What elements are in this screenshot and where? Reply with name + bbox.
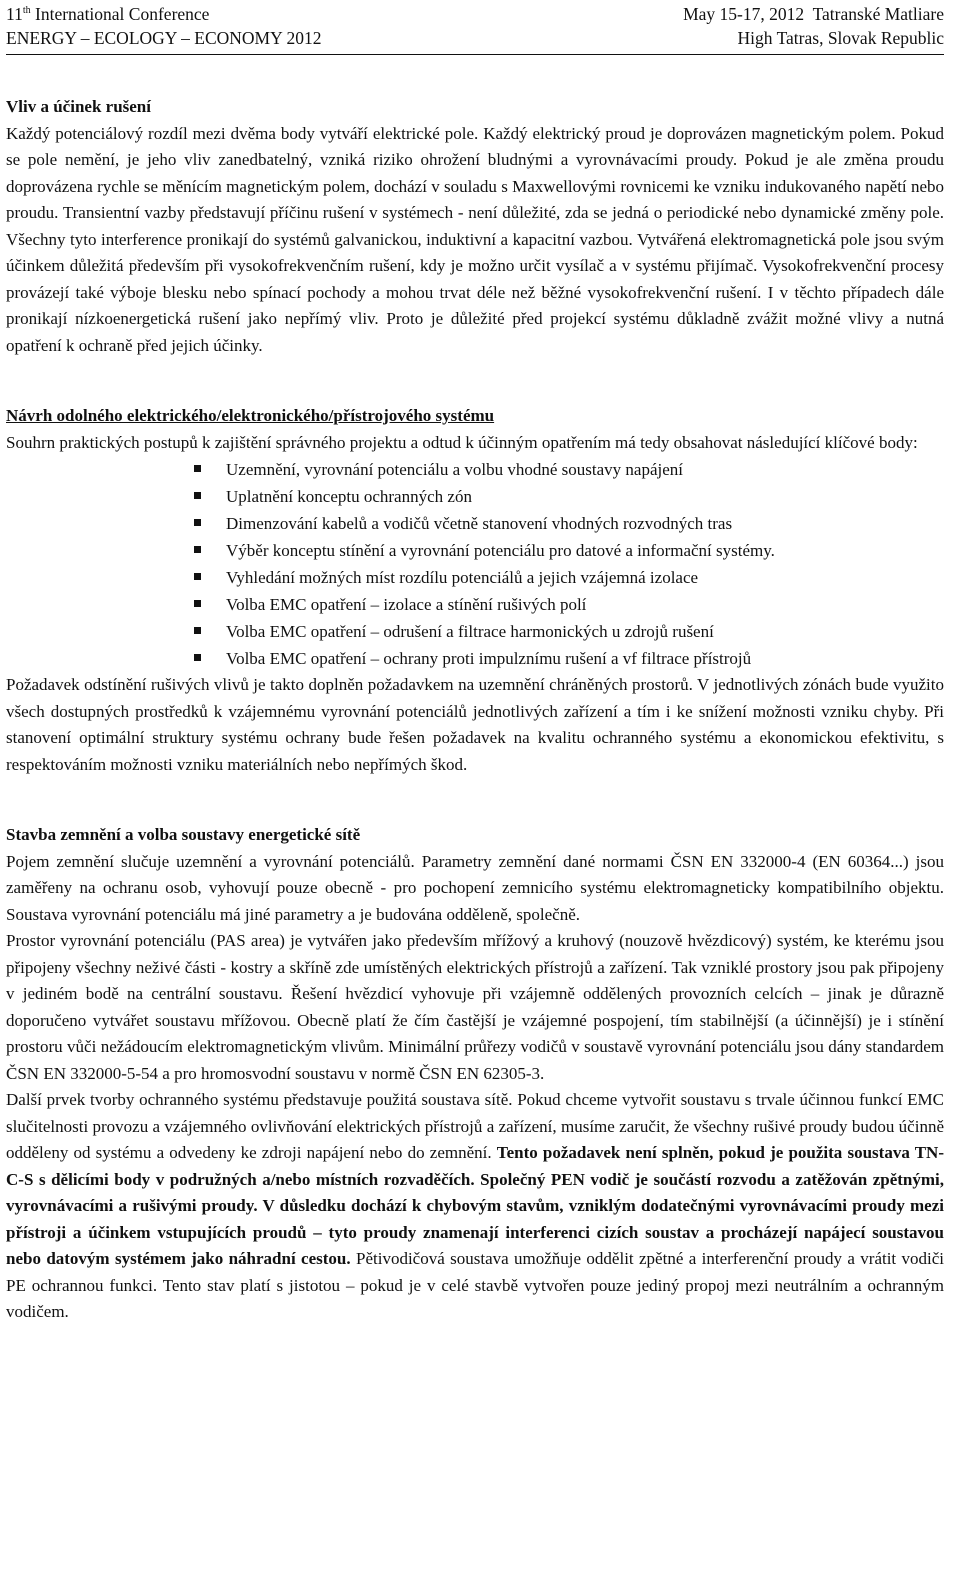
page-header: [6, 0, 944, 54]
paragraph-interference: Každý potenciálový rozdíl mezi dvěma body vytváří elektrické pole. Každý elektrický proud je doprovázen magnetickým polem. Pokud se pole nemění, je jeho vliv zanedbatelný, vzniká riziko ohrožení bludnými a vyrovnávacími proudy. Pokud je ale změna proudu doprovázena rychle se měnícím magnetickým polem, dochází v souladu s Maxwellovými rovnicemi ke vzniku indukovaného napětí nebo proudu. Transientní vazby představují příčinu rušení v systémech - není důležité, zda se jedná o periodické nebo dynamické změny pole. Všechny tyto interference pronikají do systémů galvanickou, induktivní a kapacitní vazbou. Vytvářená elektromagnetická pole jsou svým účinkem důležitá především při vysokofrekvenčním rušení, kdy je možno určit vysílač a v systému přijímač. Vysokofrekvenční procesy provázejí také výboje blesku nebo spínací pochody a mohou trvat déle než běžné vysokofrekvenční rušení. I v těchto případech dále pronikají nízkoenergetická rušení jako nepřímý vliv. Proto je důležité před projekcí systému důkladně zvážit možné vlivy a nutná opatření k ochraně před jejich účinky.: [6, 123, 944, 355]
conference-date-place: May 15-17, 2012 Tatranské Matliare: [683, 4, 944, 24]
list-item: Volba EMC opatření – odrušení a filtrace harmonických u zdrojů rušení: [194, 618, 944, 645]
section-heading-grounding: Stavba zemnění a volba soustavy energetické sítě: [6, 825, 361, 844]
list-item: Dimenzování kabelů a vodičů včetně stanovení vhodných rozvodných tras: [194, 510, 944, 537]
bullet-square-icon: [194, 600, 201, 607]
emphasis-text: Tento požadavek není splněn, pokud je použita soustava TN-C-S s dělicími body v podružných a/nebo místních rozvaděčích. Společný PEN vodič je součástí rozvodu a zatěžován zpětnými, vyrovnávacími a rušivými proudy. V důsledku dochází k chybovým stavům, vzniklým dodatečnými vyrovnávacími proudy mezi přístroji a účinkem vstupujících proudů – tyto proudy znamenají interferenci cizích soustav a procházejí napájecí soustavou nebo datovým systémem jako náhradní cestou.: [6, 1143, 944, 1268]
conference-title: 11th International Conference: [6, 4, 210, 24]
section-gap: [6, 359, 944, 403]
paragraph-design-outro: Požadavek odstínění rušivých vlivů je takto doplněn požadavkem na uzemnění chráněných prostorů. V jednotlivých zónách bude využito všech dostupných prostředků k vzájemnému vyrovnání potenciálů jednotlivých zařízení a tím i ke snížení možnosti vzniku chyby. Při stanovení optimální struktury systému ochrany bude řešen požadavek na kvalitu ochranného systému a ekonomickou efektivitu, s respektováním možnosti vzniku materiálních nebo nepřímých škod.: [6, 675, 944, 774]
conference-subtitle: ENERGY – ECOLOGY – ECONOMY 2012: [6, 28, 322, 48]
list-item: Vyhledání možných míst rozdílu potenciálů a jejich vzájemná izolace: [194, 564, 944, 591]
bullet-square-icon: [194, 492, 201, 499]
list-item: Uplatnění konceptu ochranných zón: [194, 483, 944, 510]
bullet-square-icon: [194, 519, 201, 526]
header-right: [683, 2, 944, 50]
conference-region: High Tatras, Slovak Republic: [737, 28, 944, 48]
header-divider: [6, 54, 944, 55]
section-gap: [6, 778, 944, 822]
bullet-square-icon: [194, 627, 201, 634]
bullet-square-icon: [194, 573, 201, 580]
paragraph-grounding-1: Pojem zemnění slučuje uzemnění a vyrovnání potenciálů. Parametry zemnění dané normami ČSN EN 332000-4 (EN 60364...) jsou zaměřeny na ochranu osob, vyhovují pouze obecně - pro pochopení zemnicího systému elektromagneticky kompatibilního objektu. Soustava vyrovnání potenciálu má jiné parametry a je budována odděleně, společně.: [6, 851, 944, 924]
list-item: Výběr konceptu stínění a vyrovnání potenciálu pro datové a informační systémy.: [194, 537, 944, 564]
paragraph-grounding-2: Prostor vyrovnání potenciálu (PAS area) je vytvářen jako především mřížový a kruhový (nouzově hvězdicový) systém, ke kterému jsou připojeny všechny neživé části - kostry a skříně zde umístěných elektrických přístrojů a zařízení. Tak vzniklé prostory jsou pak připojeny v jediném bodě na centrální soustavu. Řešení hvězdicí vyhovuje při vzájemně oddělených provozních celcích – jinak je důrazně doporučeno vytvářet soustavu mřížovou. Obecně platí že čím častější je vzájemné pospojení, tím stabilnější (a účinnější) je i stínění prostoru vůči nežádoucím elektromagnetickým vlivům. Minimální průřezy vodičů v soustavě vyrovnání potenciálu jsou dány standardem ČSN EN 332000-5-54 a pro hromosvodní soustavu v normě ČSN EN 62305-3.: [6, 931, 944, 1083]
ordinal-suffix: th: [22, 5, 31, 17]
section-heading-design: Návrh odolného elektrického/elektronického/přístrojového systému: [6, 406, 495, 425]
bullet-square-icon: [194, 654, 201, 661]
header-left: [6, 2, 321, 50]
document-page: [6, 0, 945, 1321]
bullet-square-icon: [194, 546, 201, 553]
list-item: Volba EMC opatření – izolace a stínění rušivých polí: [194, 591, 944, 618]
key-points-list: [6, 456, 944, 672]
list-item: Volba EMC opatření – ochrany proti impulznímu rušení a vf filtrace přístrojů: [194, 645, 944, 672]
list-item: Uzemnění, vyrovnání potenciálu a volbu vhodné soustavy napájení: [194, 456, 944, 483]
document-body: [6, 94, 944, 1326]
paragraph-grounding-3: Další prvek tvorby ochranného systému představuje použitá soustava sítě. Pokud chceme vytvořit soustavu s trvale účinnou funkcí EMC slučitelnosti provozu a vzájemného ovlivňování elektrických přístrojů a zařízení, musíme zaručit, že všechny rušivé proudy budou účinně odděleny od systému a odvedeny ke zdroji napájení nebo do zemnění. Tento požadavek není splněn, pokud je použita soustava TN-C-S s dělicími body v podružných a/nebo místních rozvaděčích. Společný PEN vodič je součástí rozvodu a zatěžován zpětnými, vyrovnávacími a rušivými proudy. V důsledku dochází k chybovým stavům, vzniklým dodatečnými vyrovnávacími proudy mezi přístroji a účinkem vstupujících proudů – tyto proudy znamenají interferenci cizích soustav a procházejí napájecí soustavou nebo datovým systémem jako náhradní cestou. Pětivodičová soustava umožňuje oddělit zpětné a interferenční proudy a vrátit vodiči PE ochrannou funkci. Tento stav platí s jistotou – pokud je v celé stavbě vytvořen pouze jediný propoj mezi neutrálním a ochranným vodičem.: [6, 1090, 945, 1321]
bullet-square-icon: [194, 465, 201, 472]
section-heading-interference: Vliv a účinek rušení: [6, 97, 151, 116]
paragraph-design-intro: Souhrn praktických postupů k zajištění správného projektu a odtud k účinným opatřením má tedy obsahovat následující klíčové body:: [6, 432, 918, 452]
